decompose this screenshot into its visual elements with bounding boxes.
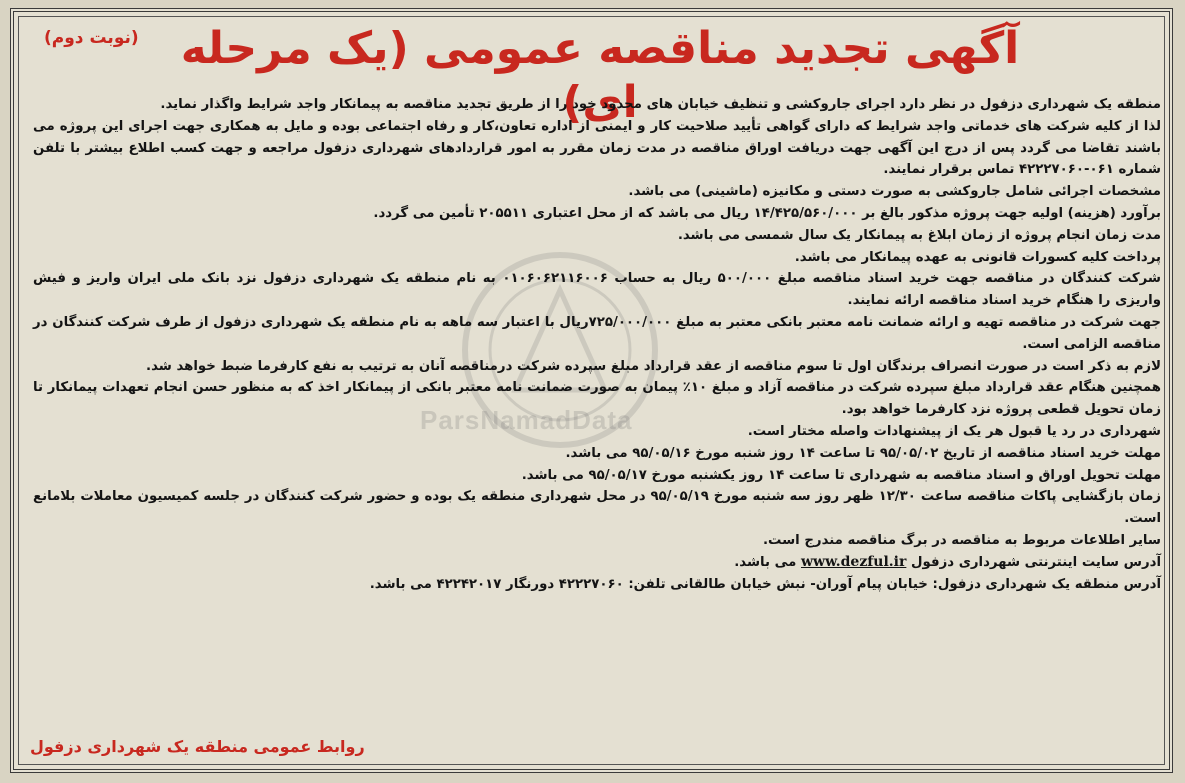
paragraph: سایر اطلاعات مربوط به مناقصه در برگ مناقصه مندرج است. (762, 532, 1161, 548)
website-link[interactable]: www.dezful.ir (801, 553, 907, 570)
paragraph: برآورد (هزینه) اولیه جهت پروژه مذکور بالغ بر ۱۴/۴۲۵/۵۶۰/۰۰۰ ریال می باشد که از محل اعتباری ۲۰۵۵۱۱ تأمین می گردد. (373, 205, 1161, 221)
paragraph: زمان بازگشایی پاکات مناقصه ساعت ۱۲/۳۰ ظهر روز سه شنبه مورخ ۹۵/۰۵/۱۹ در محل شهرداری منطقه یک بوده و حضور شرکت کنندگان در جلسه کمیسیون معاملات بلامانع است. (33, 489, 1161, 527)
footer-signature: روابط عمومی منطقه یک شهرداری دزفول (30, 737, 365, 756)
paragraph: مهلت خرید اسناد مناقصه از تاریخ ۹۵/۰۵/۰۲ تا ساعت ۱۴ روز شنبه مورخ ۹۵/۰۵/۱۶ می باشد. (565, 445, 1161, 461)
paragraph: جهت شرکت در مناقصه تهیه و ارائه ضمانت نامه معتبر بانکی معتبر به مبلغ ۷۲۵/۰۰۰/۰۰۰ریال با اعتبار سه ماهه به نام منطقه یک شهرداری دزفول از طرف شرکت کنندگان در مناقصه الزامی است. (33, 314, 1161, 352)
website-suffix: می باشد. (734, 554, 797, 570)
website-line (33, 552, 1161, 574)
paragraph: شرکت کنندگان در مناقصه جهت خرید اسناد مناقصه مبلغ ۵۰۰/۰۰۰ ریال به حساب ۰۱۰۶۰۶۲۱۱۶۰۰۶ به نام منطقه یک شهرداری دزفول نزد بانک ملی ایران واریز و فیش واریزی را هنگام خرید اسناد مناقصه ارائه نمایند. (33, 271, 1161, 309)
paragraph: مشخصات اجرائی شامل جاروکشی به صورت دستی و مکانیزه (ماشینی) می باشد. (628, 184, 1161, 200)
paragraph: مهلت تحویل اوراق و اسناد مناقصه به شهرداری تا ساعت ۱۴ روز یکشنبه مورخ ۹۵/۰۵/۱۷ می باشد. (521, 467, 1161, 483)
paragraph: لازم به ذکر است در صورت انصراف برندگان اول تا سوم مناقصه از عقد قرارداد مبلغ سپرده شرکت درمناقصه آنان به ترتیب به نفع کارفرما ضبط خواهد شد. (146, 358, 1161, 374)
ad-title: آگهی تجدید مناقصه عمومی (یک مرحله ای) (180, 23, 1020, 128)
watermark-text: ParsNamadData (420, 405, 633, 435)
website-prefix: آدرس سایت اینترنتی شهرداری دزفول (911, 554, 1161, 570)
paragraph: همچنین هنگام عقد قرارداد مبلغ سپرده شرکت در مناقصه آزاد و مبلغ ۱۰٪ پیمان به صورت ضمانت نامه معتبر بانکی از پیمانکار اخذ که به منظور حسن انجام تعهدات پیمانکار تا زمان تحویل قطعی پروژه نزد کارفرما خواهد بود. (33, 380, 1162, 418)
ad-body (33, 94, 1161, 595)
paragraph: شهرداری در رد یا قبول هر یک از پیشنهادات واصله مختار است. (747, 423, 1161, 439)
round-label: (نوبت دوم) (44, 28, 139, 48)
address-line: آدرس منطقه یک شهرداری دزفول: خیابان پیام آوران- نبش خیابان طالقانی تلفن: ۴۲۲۲۷۰۶۰ دورنگار ۴۲۲۴۲۰۱۷ می باشد. (369, 576, 1161, 592)
paragraph: پرداخت کلیه کسورات قانونی به عهده پیمانکار می باشد. (794, 249, 1161, 265)
paragraph: لذا از کلیه شرکت های خدماتی واجد شرایط که دارای گواهی تأیید صلاحیت کار و ایمنی از اداره تعاون،کار و رفاه اجتماعی بوده و مایل به همکاری جهت اجرای این پروژه می باشند تقاضا می گردد پس از درج این آگهی جهت دریافت اوراق مناقصه در مدت زمان مقرر به امور قراردادهای شهرداری دزفول مراجعه و جهت کسب اطلاع بیشتر با تلفن شماره ۰۶۱-۴۲۲۲۷۰۶۰ تماس برقرار نمایند. (33, 118, 1161, 178)
paragraph: مدت زمان انجام پروژه از زمان ابلاغ به پیمانکار یک سال شمسی می باشد. (677, 227, 1161, 243)
paragraph: منطقه یک شهرداری دزفول در نظر دارد اجرای جاروکشی و تنظیف خیابان های محدود خود را از طریق تجدید مناقصه به پیمانکار واجد شرایط واگذار نماید. (160, 97, 1161, 112)
